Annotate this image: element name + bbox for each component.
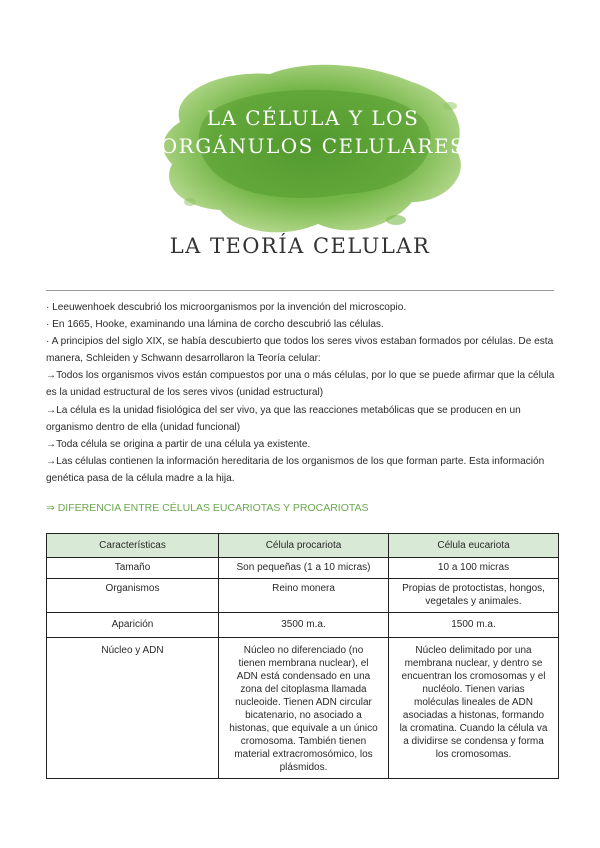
- table-cell: Aparición: [47, 613, 219, 638]
- section-title: LA TEORÍA CELULAR: [169, 234, 431, 258]
- banner-title-line1: LA CÉLULA Y LOS: [206, 106, 420, 130]
- paragraph: · A principios del siglo XIX, se había descubierto que todos los seres vivos estaban formados por células. De esta manera, Schleiden y Schwann desarrollaron la Teoría celular:: [46, 336, 554, 365]
- table-cell: Son pequeñas (1 a 10 micras): [219, 558, 389, 579]
- header-eukaryote: Célula eucariota: [389, 534, 559, 558]
- table-row: [47, 579, 559, 613]
- banner-title-line2: ORGÁNULOS CELULARES: [160, 134, 466, 158]
- title-banner: [150, 52, 476, 242]
- paragraph: →Todos los organismos vivos están compuestos por una o más células, por lo que se puede afirmar que la célula es la unidad estructural de los seres vivos (unidad estructural): [46, 370, 555, 399]
- table-cell: 10 a 100 micras: [389, 558, 559, 579]
- table-cell: Núcleo y ADN: [47, 638, 219, 779]
- table-cell: Tamaño: [47, 558, 219, 579]
- table-cell: 3500 m.a.: [219, 613, 389, 638]
- table-row: [47, 638, 559, 779]
- banner-title: [150, 104, 476, 160]
- paragraph: →La célula es la unidad fisiológica del ser vivo, ya que las reacciones metabólicas que se producen en un organismo dentro de ella (unidad funcional): [46, 404, 521, 433]
- paragraph: · Leeuwenhoek descubrió los microorganismos por la invención del microscopio.: [46, 302, 407, 313]
- header-characteristics: Características: [47, 534, 219, 558]
- table-cell: Propias de protoctistas, hongos, vegetales y animales.: [389, 579, 559, 613]
- comparison-heading: ⇒ DIFERENCIA ENTRE CÉLULAS EUCARIOTAS Y PROCARIOTAS: [46, 502, 369, 514]
- paragraph: →Toda célula se origina a partir de una célula ya existente.: [46, 438, 311, 450]
- table-cell: Organismos: [47, 579, 219, 613]
- divider: [46, 290, 554, 291]
- comparison-table: [46, 533, 559, 779]
- table-cell: Reino monera: [219, 579, 389, 613]
- table-header-row: [47, 534, 559, 558]
- table-cell: 1500 m.a.: [389, 613, 559, 638]
- theory-text: [46, 299, 556, 487]
- paragraph: · En 1665, Hooke, examinando una lámina de corcho descubrió las células.: [46, 319, 384, 331]
- table-row: [47, 613, 559, 638]
- header-prokaryote: Célula procariota: [219, 534, 389, 558]
- table-row: [47, 558, 559, 579]
- paragraph: →Las células contienen la información hereditaria de los organismos de los que forman parte. Esta información genética pasa de la célula madre a la hija.: [46, 455, 545, 484]
- table-cell: Núcleo delimitado por una membrana nuclear, y dentro se encuentran los cromosomas y el nucléolo. Tienen varias moléculas lineales de ADN asociadas a histonas, formando la cromatina. Cuando la célula va a dividirse se condensa y forma los cromosomas.: [389, 638, 559, 779]
- table-cell: Núcleo no diferenciado (no tienen membrana nuclear), el ADN está condensado en una zona del citoplasma llamada nucleoide. Tienen ADN circular bicatenario, no asociado a histonas, que equivale a un único cromosoma. También tienen material extracromosómico, los plásmidos.: [219, 638, 389, 779]
